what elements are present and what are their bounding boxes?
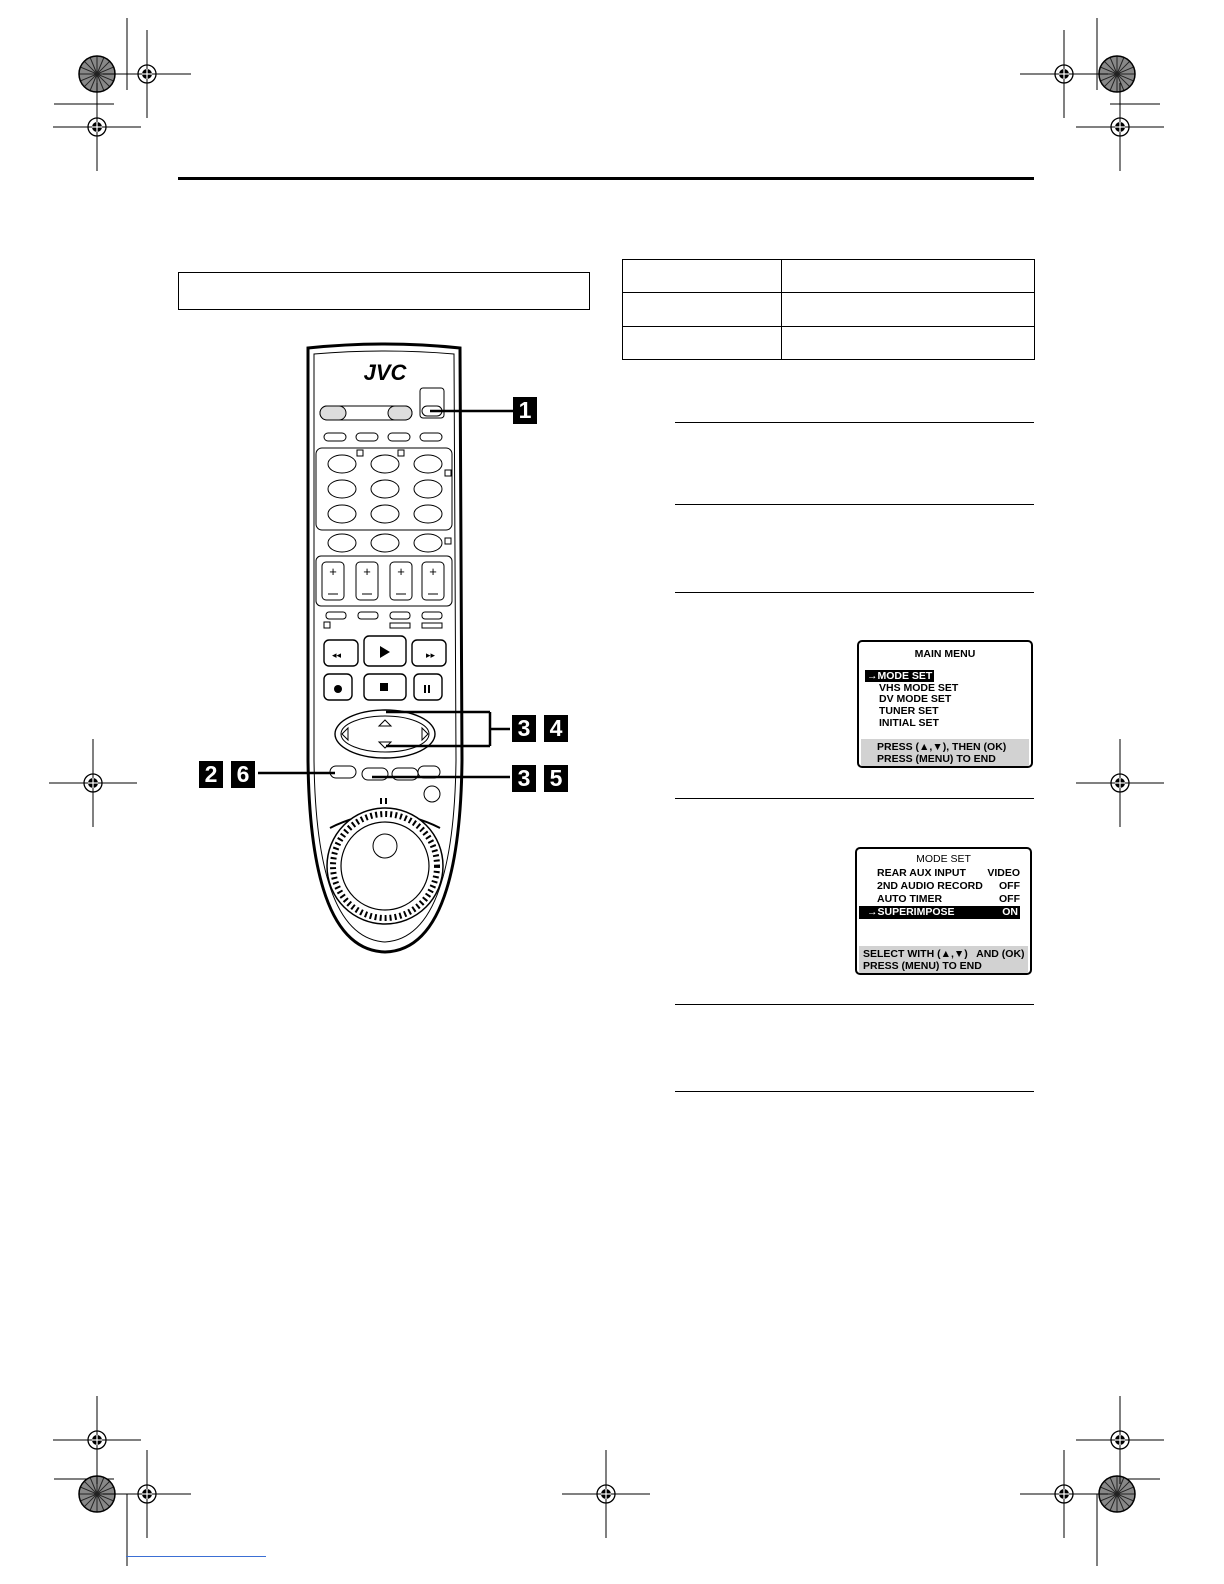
footer-line: PRESS (MENU) TO END xyxy=(877,753,996,765)
main-menu-item: DV MODE SET xyxy=(879,693,952,705)
mode-set-row xyxy=(857,880,1030,893)
svg-text:◂◂: ◂◂ xyxy=(332,650,342,660)
row-label: REAR AUX INPUT xyxy=(877,867,966,879)
callout-step-1: 1 xyxy=(513,397,537,424)
main-menu-footer xyxy=(861,739,1029,767)
mode-set-row-selected xyxy=(859,906,1020,919)
mode-set-screen xyxy=(855,847,1032,975)
svg-text:+: + xyxy=(329,564,337,579)
mode-set-footer xyxy=(859,946,1028,974)
main-menu-item: INITIAL SET xyxy=(879,717,939,729)
footer-line: PRESS (MENU) TO END xyxy=(863,960,982,972)
main-menu-screen xyxy=(857,640,1033,768)
footer-line: PRESS (▲,▼), THEN (OK) xyxy=(877,741,1007,753)
row-label: 2ND AUDIO RECORD xyxy=(877,880,983,892)
footer-line: SELECT WITH (▲,▼) AND (OK) xyxy=(863,948,1025,960)
row-value: ON xyxy=(1002,906,1018,918)
svg-text:+: + xyxy=(363,564,371,579)
svg-text:▸▸: ▸▸ xyxy=(426,650,436,660)
callout-step-2: 2 xyxy=(199,761,223,788)
main-menu-item: VHS MODE SET xyxy=(879,682,959,694)
callout-step-5: 5 xyxy=(544,765,568,792)
main-menu-item: TUNER SET xyxy=(879,705,939,717)
callout-step-3: 3 xyxy=(512,715,536,742)
row-value: OFF xyxy=(999,880,1020,892)
main-menu-title: MAIN MENU xyxy=(914,648,976,660)
mode-set-row xyxy=(857,893,1030,906)
callout-step-3: 3 xyxy=(512,765,536,792)
mode-set-title: MODE SET xyxy=(916,853,971,865)
svg-text:+: + xyxy=(397,564,405,579)
callout-step-6: 6 xyxy=(231,761,255,788)
main-menu-item: →MODE SET xyxy=(867,670,933,682)
svg-text:+: + xyxy=(429,564,437,579)
callout-step-4: 4 xyxy=(544,715,568,742)
mode-set-row xyxy=(857,867,1030,880)
jvc-logo: JVC xyxy=(363,360,407,385)
row-label: AUTO TIMER xyxy=(877,893,943,905)
row-value: VIDEO xyxy=(987,867,1020,879)
row-value: OFF xyxy=(999,893,1020,905)
row-label: →SUPERIMPOSE xyxy=(867,906,955,918)
link-underline xyxy=(126,1556,266,1557)
